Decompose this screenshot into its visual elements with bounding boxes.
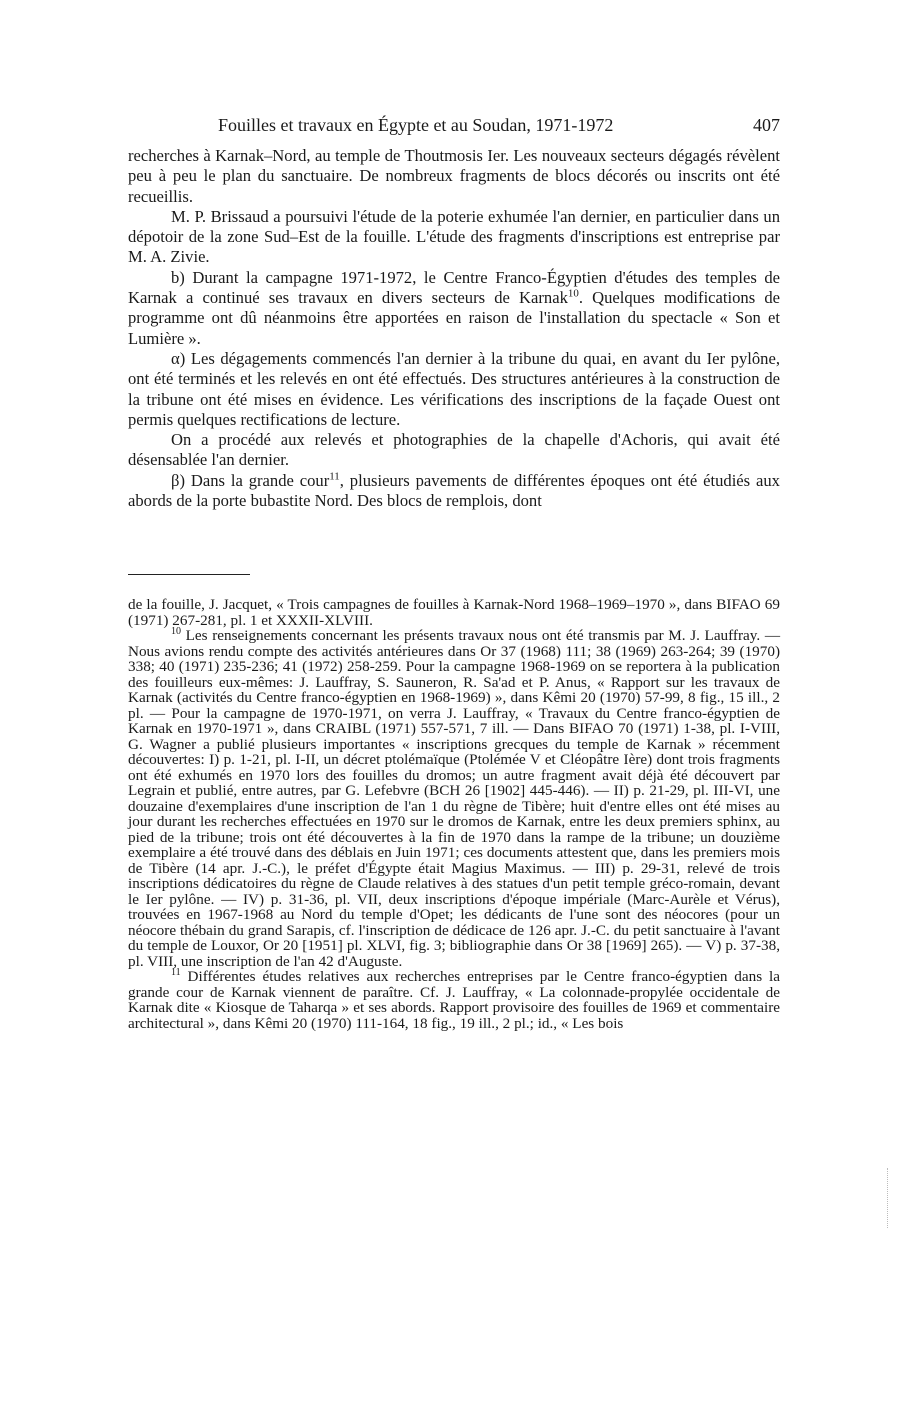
footnote-continuation: de la fouille, J. Jacquet, « Trois campagnes de fouilles à Karnak-Nord 1968–1969–1970 », dans BIFAO 69 (1971) 267-281, pl. 1 et XXXII-XLVIII. xyxy=(128,596,780,629)
paragraph-beta-grande-cour xyxy=(128,471,780,512)
paragraph-alpha-tribune: α) Les dégagements commencés l'an dernier à la tribune du quai, en avant du Ier pylône, ont été terminés et les relevés en ont été effectués. Des structures antérieures à la construction de la tribune ont été mises en évidence. Les vérifications des inscriptions de la façade Ouest ont permis quelques rectifications de lecture. xyxy=(128,348,780,429)
footnote-ref-10[interactable]: 10 xyxy=(567,287,579,300)
page-number: 407 xyxy=(753,115,780,135)
paragraph-text: b) Durant la campagne 1971-1972, le Centre Franco-Égyptien d'études des temples de Karnak a continué ses travaux en divers secteurs de Karnak xyxy=(128,267,780,308)
footnote-11 xyxy=(128,966,780,1032)
footnote-11-text: Différentes études relatives aux recherches entreprises par le Centre franco-égyptien dans la grande cour de Karnak viennent de paraître. Cf. J. Lauffray, « La colonnade-propylée occidentale de Karnak dite « Kiosque de Taharqa » et ses abords. Rapport provisoire des fouilles de 1969 et commentaire architectural », dans Kêmi 20 (1970) 111-164, 18 fig., 19 ill., 2 pl.; id., « Les bois xyxy=(128,968,780,1032)
main-text xyxy=(128,146,780,511)
footnote-number-11: 11 xyxy=(171,966,181,978)
paragraph-text: β) Dans la grande cour xyxy=(171,470,330,490)
footnote-ref-11[interactable]: 11 xyxy=(329,470,340,483)
paragraph-centre-franco-egyptien xyxy=(128,268,780,349)
footnote-number-10: 10 xyxy=(171,625,182,637)
paragraph-karnak-nord: recherches à Karnak–Nord, au temple de Thoutmosis Ier. Les nouveaux secteurs dégagés révèlent peu à peu le plan du sanctuaire. De nombreux fragments de blocs décorés ou inscrits ont été recueillis. xyxy=(128,146,780,206)
footnote-separator xyxy=(128,574,250,575)
paragraph-achoris: On a procédé aux relevés et photographies de la chapelle d'Achoris, qui avait été désensablée l'an dernier. xyxy=(128,430,780,470)
footnote-10 xyxy=(128,625,781,970)
scan-edge-mark xyxy=(887,1168,890,1228)
footnote-10-text: Les renseignements concernant les présents travaux nous ont été transmis par M. J. Lauffray. — Nous avions rendu compte des activités antérieures dans Or 37 (1968) 111; 38 (1969) 263-264; 39 (1970) 338; 40 (1971) 235-236; 41 (1972) 258-259. Pour la campagne 1968-1969 on se reportera à la publication des fouilleurs eux-mêmes: J. Lauffray, S. Sauneron, R. Sa'ad et P. Anus, « Rapport sur les travaux de Karnak (activités du Centre franco-égyptien en 1968-1969) », dans Kêmi 20 (1970) 57-99, 8 fig., 15 ill., 2 pl. — Pour la campagne de 1970-1971, on verra J. Lauffray, « Travaux du Centre franco-égyptien de Karnak en 1970-1971 », dans CRAIBL (1971) 557-571, 7 ill. — Dans BIFAO 70 (1971) 1-38, pl. I-VIII, G. Wagner a publié plusieurs importantes « inscriptions grecques du temple de Karnak » récemment découvertes: I) p. 1-21, pl. I-II, un décret ptolémaïque (Ptolémée V et Cléopâtre Ière) dont trois fragments ont été exhumés en 1970 lors des fouilles du dromos; un autre fragment avait déjà été découvert par Legrain et publié, entre autres, par G. Lefebvre (BCH 26 [1902] 445-446). — II) p. 21-29, pl. III-VI, une douzaine d'exemplaires d'une inscription de l'an 1 du règne de Tibère; huit d'entre elles ont été mises au jour durant les recherches effectuées en 1970 sur le dromos de Karnak, entre les deux premiers sphinx, au pied de la tribune; trois ont été découvertes à la fin de 1970 dans la rampe de la tribune; un douzième exemplaire a été trouvé dans des déblais en Juin 1971; ces documents attestent que, dans les premiers mois de Tibère (14 apr. J.-C.), le préfet d'Égypte était Magius Maximus. — III) p. 29-31, relevé de trois inscriptions dédicatoires du règne de Claude relatives à des statues d'un petit temple gréco-romain, devant le Ier pylône. — IV) p. 31-36, pl. VII, deux inscriptions d'époque impériale (Marc-Aurèle et Vérus), trouvées en 1967-1968 au Nord du temple d'Opet; les dédicants de l'une sont des néocores (pour un néocore thébain du grand Sarapis, cf. l'inscription de dédicace de 126 apr. J.-C. du petit sanctuaire à l'avant du temple de Louxor, Or 20 [1951] pl. XLVI, fig. 3; bibliographie dans Or 38 [1969] 265). — V) p. 37-38, pl. VIII, une inscription de l'an 42 d'Auguste. xyxy=(128,627,781,970)
paragraph-brissaud: M. P. Brissaud a poursuivi l'étude de la poterie exhumée l'an dernier, en particulier dans un dépotoir de la zone Sud–Est de la fouille. L'étude des fragments d'inscriptions est entreprise par M. A. Zivie. xyxy=(128,206,780,267)
footnotes xyxy=(128,597,780,1031)
paragraph-text: , plusieurs pavements de différentes époques ont été étudiés aux abords de la porte bubastite Nord. Des blocs de remplois, dont xyxy=(128,470,780,511)
paragraph-text: . Quelques modifications de programme ont dû néanmoins être apportées en raison de l'installation du spectacle « Son et Lumière ». xyxy=(128,288,780,348)
running-title: Fouilles et travaux en Égypte et au Soudan, 1971-1972 xyxy=(218,115,614,135)
